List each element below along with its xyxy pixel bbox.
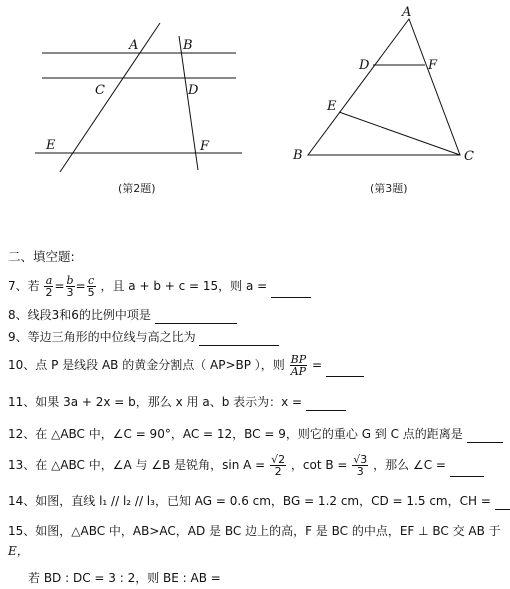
transversal-right [179, 36, 198, 170]
q7-condition: ，且 a + b + c = 15，则 a = [100, 279, 268, 293]
q13-fraction-sinA: $\frac{√2}{2}$ [271, 453, 286, 478]
q13-fraction-cotB: $\frac{√3}{3}$ [353, 453, 368, 478]
figure-3-caption: (第3题) [370, 182, 408, 195]
figure-2-diagram [0, 0, 260, 200]
section-title: 二、填空题: [8, 249, 75, 264]
q7-answer-blank[interactable] [271, 283, 311, 298]
q11-answer-blank[interactable] [306, 396, 346, 411]
point-label-C: C [464, 149, 474, 164]
q11-text: 11、如果 3a + 2x = b，那么 x 用 a、b 表示为：x = [8, 395, 303, 409]
point-label-A: A [402, 5, 412, 20]
q14-answer-blank[interactable] [495, 495, 510, 510]
question-8 [8, 306, 237, 324]
point-label-B: B [293, 148, 303, 163]
question-15-line-1 [8, 522, 501, 540]
point-label-E: E [327, 99, 337, 114]
question-10: 10、点 P 是线段 AB 的黄金分割点（ AP>BP ），则 $\frac{BP}{AP}$ = [8, 354, 364, 377]
point-label-E: E [46, 138, 56, 153]
question-14 [8, 492, 510, 510]
question-13: 13、在 △ABC 中，∠A 与 ∠B 是锐角，sin A = $\frac{√2}{2}$ ，cot B = $\frac{√3}{3}$ ，那么 ∠C = [8, 454, 484, 477]
question-15-line-3 [28, 569, 221, 587]
q15-condition: 若 BD : DC = 3 : 2，则 BE : AB = [28, 571, 221, 585]
point-label-D: D [359, 58, 370, 73]
q10-text: 10、点 P 是线段 AB 的黄金分割点（ AP>BP ），则 [8, 358, 285, 372]
question-7: 7、若 $\frac{a}{2}$ = $\frac{b}{3}$ = $\frac{c}{5}$ ，且 a + b + c = 15，则 a = [8, 275, 311, 298]
q14-text: 14、如图，直线 l₁ // l₂ // l₃，已知 AG = 0.6 cm，BG = 1.2 cm，CD = 1.5 cm，CH = [8, 494, 491, 508]
point-label-C: C [95, 83, 105, 98]
point-label-A: A [129, 38, 139, 53]
q13-answer-blank[interactable] [450, 462, 484, 477]
question-11 [8, 393, 346, 411]
transversal-left [60, 23, 160, 172]
q9-text: 9、等边三角形的中位线与高之比为 [8, 330, 196, 344]
point-label-F: F [200, 139, 210, 154]
q9-answer-blank[interactable] [199, 331, 279, 346]
q12-text: 12、在 △ABC 中，∠C = 90°，AC = 12，BC = 9，则它的重心 G 到 C 点的距离是 [8, 427, 463, 441]
q7-fraction-a: $\frac{a}{2}$ [45, 274, 53, 299]
point-label-D: D [188, 83, 199, 98]
q10-fraction: $\frac{BP}{AP}$ [290, 353, 307, 378]
q15-continuation: E， [8, 544, 29, 558]
question-15-line-2 [8, 542, 29, 560]
q7-fraction-c: $\frac{c}{5}$ [87, 274, 95, 299]
q8-answer-blank[interactable] [155, 309, 237, 324]
q10-answer-blank[interactable] [326, 362, 364, 377]
segment-EC [339, 112, 460, 155]
point-label-B: B [183, 38, 193, 53]
q15-text: 15、如图，△ABC 中，AB>AC，AD 是 BC 边上的高，F 是 BC 的中点，EF ⊥ BC 交 AB 于 [8, 524, 501, 538]
q7-prefix: 7、若 [8, 279, 40, 293]
triangle-ABC [308, 19, 460, 155]
q7-fraction-b: $\frac{b}{3}$ [66, 274, 74, 299]
q8-text: 8、线段3和6的比例中项是 [8, 308, 151, 322]
q13-text: 13、在 △ABC 中，∠A 与 ∠B 是锐角，sin A = [8, 458, 266, 472]
point-label-F: F [428, 58, 438, 73]
question-9 [8, 328, 279, 346]
figure-2-caption: (第2题) [118, 182, 156, 195]
question-12 [8, 425, 503, 443]
q12-answer-blank[interactable] [467, 428, 503, 443]
